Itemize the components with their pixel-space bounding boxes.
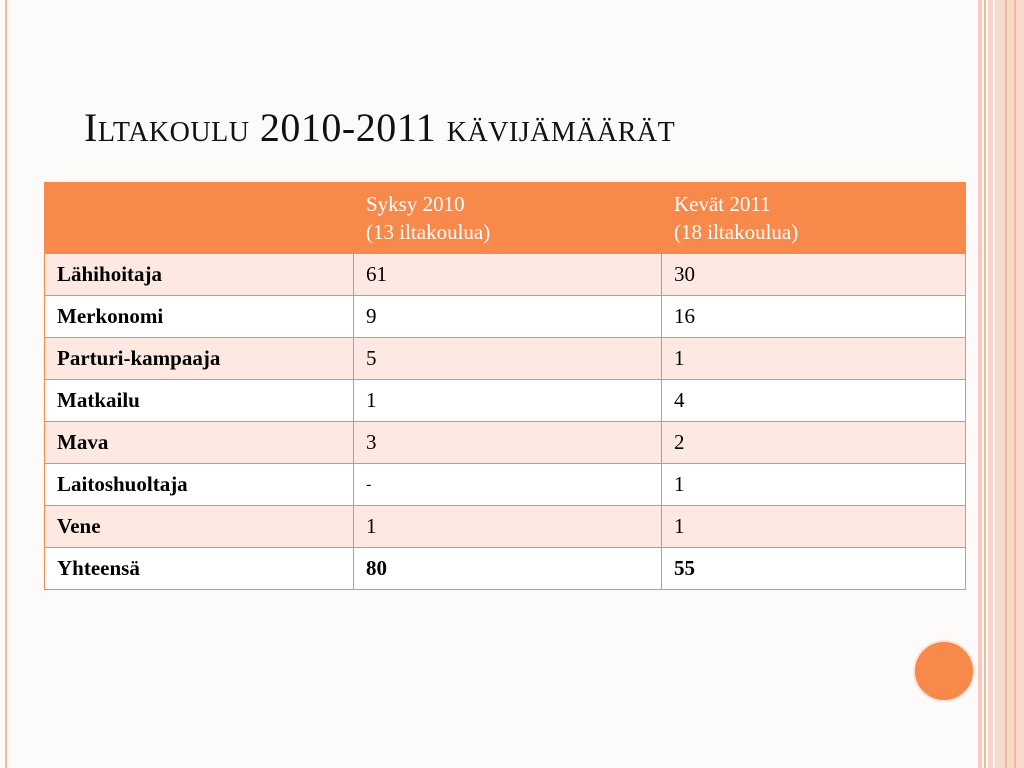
right-border-stripe bbox=[978, 0, 982, 768]
right-border-stripe bbox=[988, 0, 993, 768]
header-cell-autumn bbox=[354, 183, 662, 254]
header-spring-count: (18 iltakoulua) bbox=[674, 220, 799, 244]
header-spring-term: Kevät 2011 bbox=[674, 192, 771, 216]
table-row bbox=[45, 380, 966, 422]
spring-value: 16 bbox=[662, 296, 966, 338]
left-border-line bbox=[5, 0, 7, 768]
autumn-value: 5 bbox=[354, 338, 662, 380]
row-label: Matkailu bbox=[45, 380, 354, 422]
autumn-value: 3 bbox=[354, 422, 662, 464]
spring-value: 2 bbox=[662, 422, 966, 464]
right-border-band bbox=[995, 0, 1024, 768]
spring-total: 55 bbox=[662, 548, 966, 590]
table-row bbox=[45, 464, 966, 506]
table-header-row bbox=[45, 183, 966, 254]
visitor-table bbox=[44, 182, 966, 590]
row-label: Parturi-kampaaja bbox=[45, 338, 354, 380]
spring-value: 1 bbox=[662, 506, 966, 548]
table-row bbox=[45, 422, 966, 464]
row-label: Merkonomi bbox=[45, 296, 354, 338]
header-autumn-term: Syksy 2010 bbox=[366, 192, 465, 216]
right-border-line bbox=[984, 0, 986, 768]
autumn-value: 61 bbox=[354, 254, 662, 296]
right-border-line bbox=[1014, 0, 1016, 768]
autumn-total: 80 bbox=[354, 548, 662, 590]
spring-value: 4 bbox=[662, 380, 966, 422]
table-row bbox=[45, 296, 966, 338]
autumn-value: - bbox=[354, 464, 662, 506]
spring-value: 1 bbox=[662, 464, 966, 506]
slide-title: Iltakoulu 2010-2011 kävijämäärät bbox=[84, 105, 676, 150]
spring-value: 30 bbox=[662, 254, 966, 296]
table-row bbox=[45, 254, 966, 296]
row-label: Mava bbox=[45, 422, 354, 464]
autumn-value: 9 bbox=[354, 296, 662, 338]
row-label: Vene bbox=[45, 506, 354, 548]
table-row-total bbox=[45, 548, 966, 590]
autumn-value: 1 bbox=[354, 506, 662, 548]
table-row bbox=[45, 506, 966, 548]
header-cell-spring bbox=[662, 183, 966, 254]
decorative-circle bbox=[913, 640, 975, 702]
spring-value: 1 bbox=[662, 338, 966, 380]
autumn-value: 1 bbox=[354, 380, 662, 422]
header-cell-name bbox=[45, 183, 354, 254]
table-row bbox=[45, 338, 966, 380]
header-autumn-count: (13 iltakoulua) bbox=[366, 220, 491, 244]
right-border-line bbox=[1005, 0, 1007, 768]
row-label-total: Yhteensä bbox=[45, 548, 354, 590]
row-label: Lähihoitaja bbox=[45, 254, 354, 296]
row-label: Laitoshuoltaja bbox=[45, 464, 354, 506]
